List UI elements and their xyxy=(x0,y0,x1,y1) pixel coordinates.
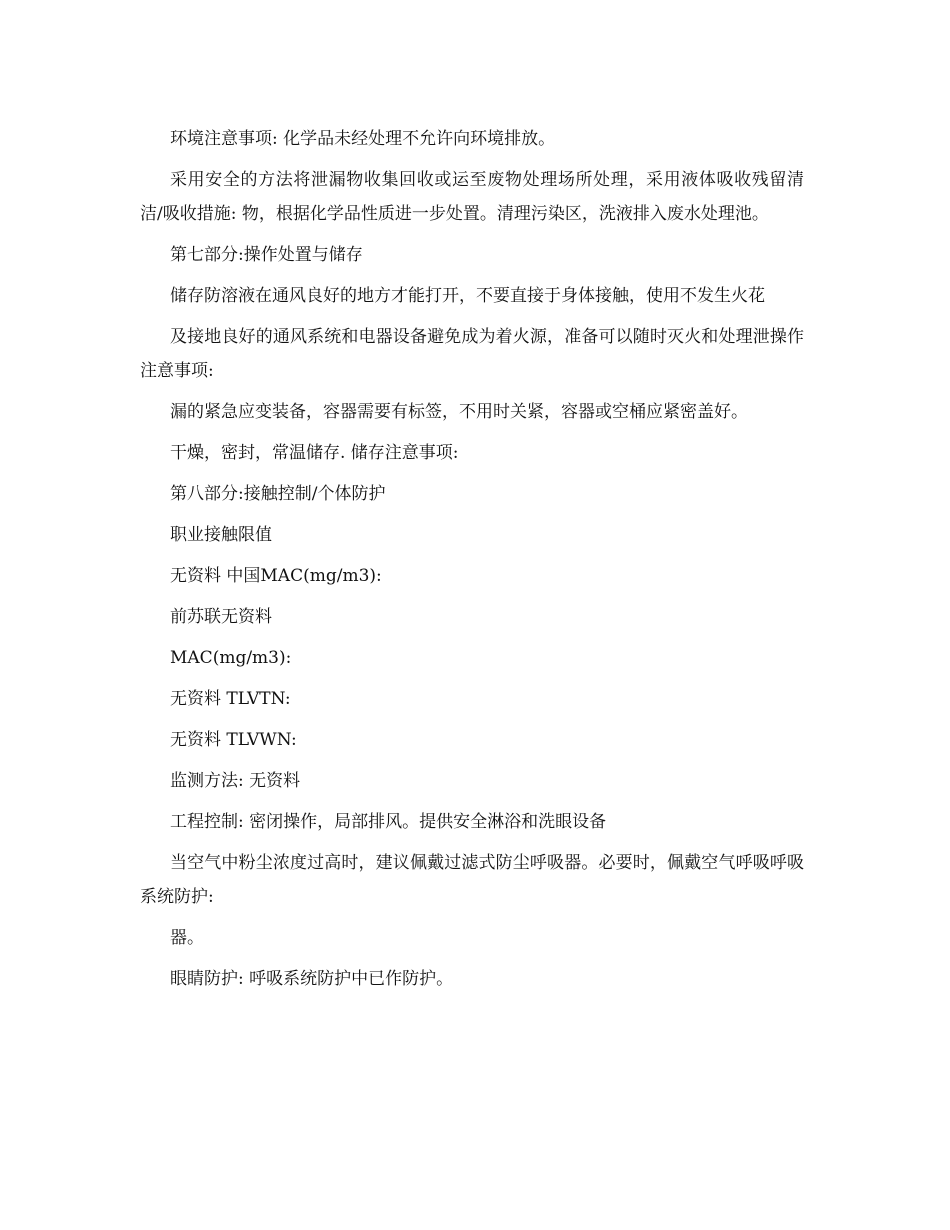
paragraph-environment-notes: 环境注意事项: 化学品未经处理不允许向环境排放。 xyxy=(170,129,556,149)
document-body xyxy=(140,122,804,1003)
paragraph-handling-3: 漏的紧急应变装备，容器需要有标签，不用时关紧，容器或空桶应紧密盖好。 xyxy=(170,402,748,422)
paragraph-tlvwn: 无资料 TLVWN: xyxy=(170,730,297,750)
paragraph-storage-notes: 干燥，密封，常温储存. 储存注意事项: xyxy=(170,443,459,463)
paragraph-handling-1: 储存防溶液在通风良好的地方才能打开，不要直接于身体接触，使用不发生火花 xyxy=(170,286,765,306)
section-heading-part-8: 第八部分:接触控制/个体防护 xyxy=(170,484,386,504)
section-heading-part-7: 第七部分:操作处置与储存 xyxy=(170,245,363,265)
paragraph-eye-protection: 眼睛防护: 呼吸系统防护中已作防护。 xyxy=(170,969,454,989)
paragraph-cleanup-measures: 采用安全的方法将泄漏物收集回收或运至废物处理场所处理，采用液体吸收残留清洁/吸收措施: 物，根据化学品性质进一步处置。清理污染区，洗液排入废水处理池。 xyxy=(140,170,804,224)
paragraph-exposure-limits: 职业接触限值 xyxy=(170,525,272,545)
paragraph-monitoring-method: 监测方法: 无资料 xyxy=(170,771,301,791)
paragraph-mac-unit: MAC(mg/m3): xyxy=(170,648,292,668)
paragraph-ussr: 前苏联无资料 xyxy=(170,607,272,627)
paragraph-tlvtn: 无资料 TLVTN: xyxy=(170,689,291,709)
paragraph-handling-2: 及接地良好的通风系统和电器设备避免成为着火源，准备可以随时灭火和处理泄操作注意事项: xyxy=(140,327,804,381)
paragraph-china-mac: 无资料 中国MAC(mg/m3): xyxy=(170,566,382,586)
paragraph-engineering-control: 工程控制: 密闭操作，局部排风。提供安全淋浴和洗眼设备 xyxy=(170,812,607,832)
paragraph-respirator-end: 器。 xyxy=(170,928,204,948)
paragraph-respiratory-protection: 当空气中粉尘浓度过高时，建议佩戴过滤式防尘呼吸器。必要时，佩戴空气呼吸呼吸系统防护: xyxy=(140,853,804,907)
